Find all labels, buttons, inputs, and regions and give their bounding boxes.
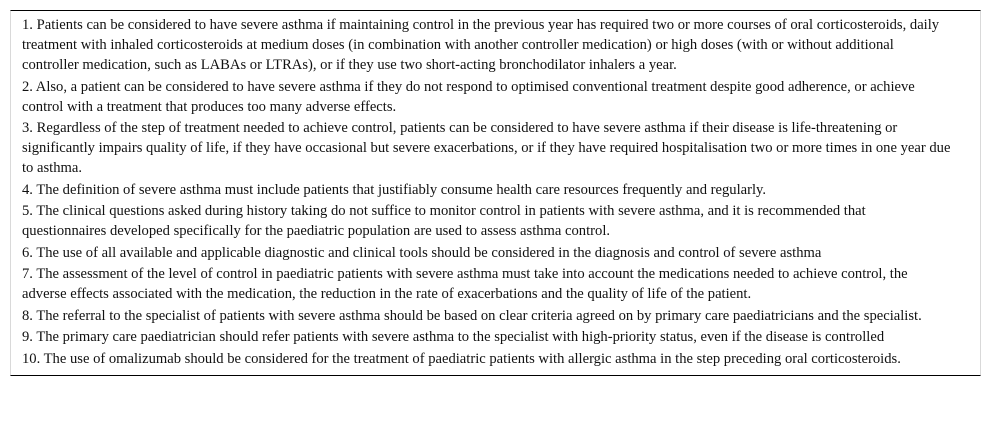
recommendation-row-5: 5. The clinical questions asked during history taking do not suffice to monitor control in patients with severe asthma, and it is recommended that questionnaires developed specifically for the paediatric population are used to assess asthma control. (22, 203, 866, 239)
recommendation-row-2: 2. Also, a patient can be considered to have severe asthma if they do not respond to optimised conventional treatment despite good adherence, or achieve control with a treatment that produces too many adverse effects. (22, 78, 915, 115)
recommendation-row-8: 8. The referral to the specialist of patients with severe asthma should be based on clear criteria agreed on by primary care paediatricians and the specialist. (22, 307, 922, 324)
recommendation-row-10: 10. The use of omalizumab should be considered for the treatment of paediatric patients with allergic asthma in the step preceding oral corticosteroids. (22, 350, 901, 367)
recommendation-row-1: 1. Patients can be considered to have severe asthma if maintaining control in the previous year has required two or more courses of oral corticosteroids, daily treatment with inhaled corticosteroids at medium doses (in combination with another controller medication) or high doses (with or without additional controller medication, such as LABAs or LTRAs), or if they use two short-acting bronchodilator inhalers a year. (22, 17, 940, 73)
recommendation-row-9: 9. The primary care paediatrician should refer patients with severe asthma to the specialist with high-priority status, even if the disease is controlled (22, 329, 885, 345)
recommendation-row-7: 7. The assessment of the level of control in paediatric patients with severe asthma must take into account the medications needed to achieve control, the adverse effects associated with the medication, the reduction in the rate of exacerbations and the quality of life of the patient. (22, 266, 908, 302)
recommendation-row-4: 4. The definition of severe asthma must include patients that justifiably consume health care resources frequently and regularly. (22, 181, 767, 198)
recommendations-table (10, 10, 981, 376)
recommendation-row-3: 3. Regardless of the step of treatment needed to achieve control, patients can be considered to have severe asthma if their disease is life-threatening or significantly impairs quality of life, if they have occasional but severe exacerbations, or if they have required hospitalisation two or more times in one year due to asthma. (22, 120, 951, 176)
recommendation-row-6: 6. The use of all available and applicable diagnostic and clinical tools should be considered in the diagnosis and control of severe asthma (22, 244, 822, 261)
